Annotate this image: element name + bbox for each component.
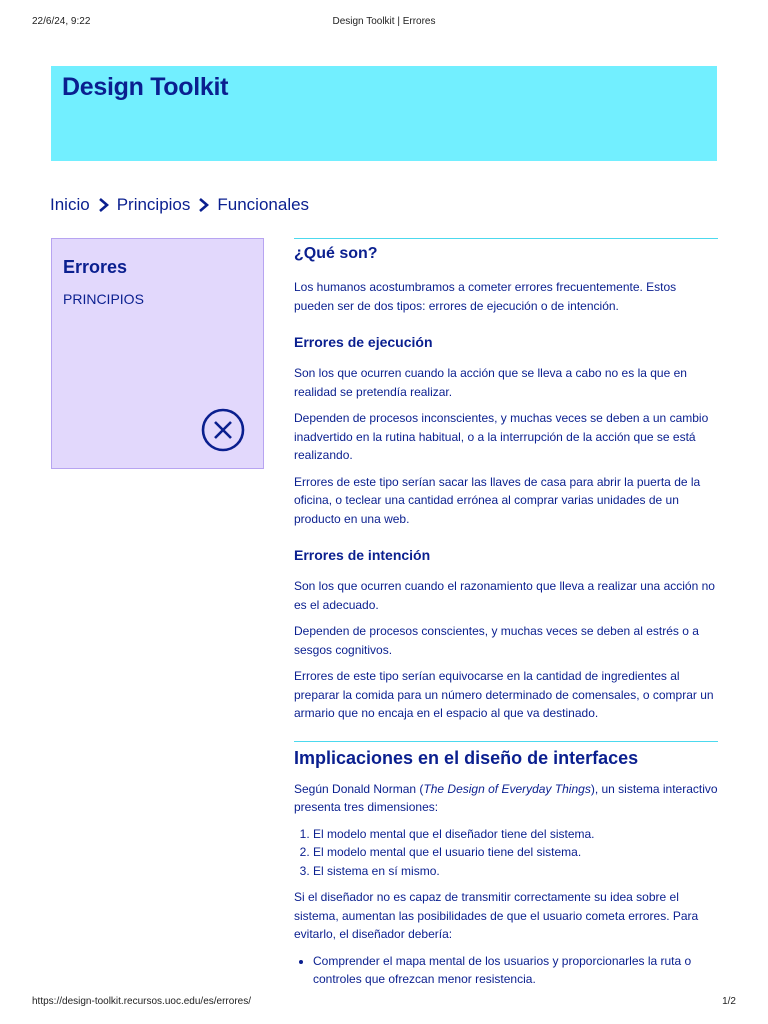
breadcrumb-inicio[interactable]: Inicio [50, 195, 90, 214]
dimensions-list [294, 825, 718, 881]
paragraph-norman [294, 780, 718, 817]
close-circle-icon [200, 407, 246, 453]
site-banner [51, 66, 717, 161]
paragraph: Errores de este tipo serían equivocarse en la cantidad de ingredientes al preparar la comida para un número determinado de comensales, o comprar un armario que no encaja en el espacio al que va destinado. [294, 669, 714, 720]
paragraph: Son los que ocurren cuando el razonamiento que lleva a realizar una acción no es el adecuado. [294, 579, 715, 612]
section-divider [294, 741, 718, 742]
print-url: https://design-toolkit.recursos.uoc.edu/es/errores/ [32, 996, 251, 1007]
text: Según Donald Norman ( [294, 781, 424, 796]
print-date: 22/6/24, 9:22 [32, 16, 91, 27]
section-divider [294, 238, 718, 239]
book-title: The Design of Everyday Things [423, 781, 591, 796]
principle-card [51, 238, 264, 469]
print-page-number: 1/2 [722, 996, 736, 1007]
list-item: 2. El modelo mental que el usuario tiene del sistema. [313, 843, 718, 862]
print-title: Design Toolkit | Errores [332, 16, 436, 27]
breadcrumb [50, 195, 309, 215]
section-title-que-son: ¿Qué son? [294, 245, 378, 262]
paragraph: Son los que ocurren cuando la acción que se lleva a cabo no es la que en realidad se pretendía realizar. [294, 366, 687, 399]
list-item: 1. El modelo mental que el diseñador tiene del sistema. [313, 825, 718, 844]
paragraph: Dependen de procesos conscientes, y muchas veces se deben al estrés o a sesgos cognitivos. [294, 624, 699, 657]
list-item: 3. El sistema en sí mismo. [313, 862, 718, 881]
chevron-right-icon [197, 195, 211, 215]
main-content [294, 238, 718, 989]
print-header [0, 16, 768, 30]
text: ), un sistema interactivo presenta tres dimensiones: [294, 781, 718, 814]
breadcrumb-principios[interactable]: Principios [116, 195, 191, 214]
card-title: Errores [63, 257, 128, 277]
section-title-implicaciones: Implicaciones en el diseño de interfaces [294, 747, 639, 768]
recommendations-list [294, 952, 718, 989]
subsection-title-intencion: Errores de intención [294, 547, 431, 563]
list-item: • Comprender el mapa mental de los usuarios y proporcionarles la ruta o controles que ofrezcan menor resistencia. [313, 952, 718, 989]
paragraph: Si el diseñador no es capaz de transmitir correctamente su idea sobre el sistema, aumentan las posibilidades de que el usuario cometa errores. Para evitarlo, el diseñador debería: [294, 890, 699, 941]
card-category: PRINCIPIOS [63, 291, 144, 307]
breadcrumb-funcionales[interactable]: Funcionales [217, 195, 310, 214]
paragraph: Dependen de procesos inconscientes, y muchas veces se deben a un cambio inadvertido en la rutina habitual, o a la interrupción de la acción que se está realizando. [294, 411, 709, 462]
subsection-title-ejecucion: Errores de ejecución [294, 334, 433, 350]
paragraph: Errores de este tipo serían sacar las llaves de casa para abrir la puerta de la oficina, o teclear una cantidad errónea al comprar varias unidades de un producto en una web. [294, 474, 701, 526]
chevron-right-icon [97, 195, 111, 215]
paragraph: Los humanos acostumbramos a cometer errores frecuentemente. Estos pueden ser de dos tipos: errores de ejecución o de intención. [294, 280, 677, 313]
site-logo[interactable]: Design Toolkit [62, 73, 229, 101]
